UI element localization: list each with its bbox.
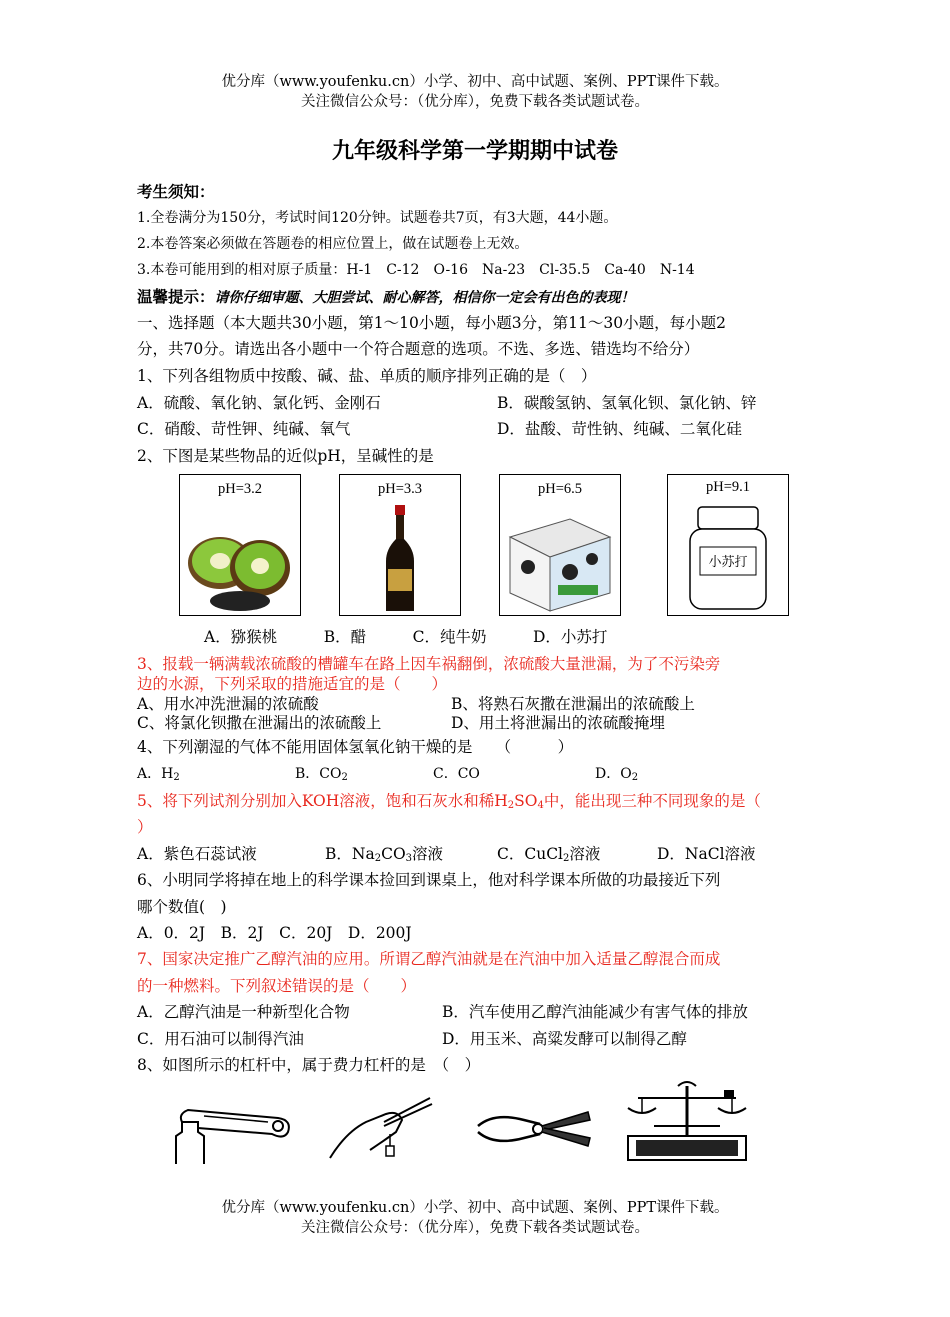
q6-options: A．0．2J B．2J C．20J D．200J <box>137 924 412 942</box>
q1-option-d: D．盐酸、苛性钠、纯碱、二氧化硅 <box>497 420 742 438</box>
q5-option-c: C．CuCl$_2$溶液 <box>497 845 601 864</box>
section1-line-2: 分，共70分。请选出各小题中一个符合题意的选项。不选、多选、错选均不给分） <box>137 340 700 358</box>
q6-line-2: 哪个数值( ) <box>137 898 227 916</box>
tip-label: 温馨提示： <box>137 288 215 306</box>
q3-option-c: C、将氯化钡撒在泄漏出的浓硫酸上 <box>137 714 382 732</box>
q3-line-2: 边的水源，下列采取的措施适宜的是（ ） <box>137 675 448 693</box>
milk-carton-icon <box>500 507 620 612</box>
q1-option-a: A．硫酸、氧化钠、氯化钙、金刚石 <box>137 394 381 412</box>
ph-label: pH=3.3 <box>377 481 423 497</box>
vinegar-bottle-icon <box>340 503 460 613</box>
footer-line-1: 优分库（www.youfenku.cn）小学、初中、高中试题、案例、PPT课件下载。 <box>221 1200 729 1216</box>
tip-text: 请你仔细审题、大胆尝试、耐心解答，相信你一定会有出色的表现！ <box>214 290 635 306</box>
notice-item-3: 3.本卷可能用到的相对原子质量：H-1 C-12 O-16 Na-23 Cl-35.5 Ca-40 N-14 <box>137 262 695 278</box>
q7-line-1: 7、国家决定推广乙醇汽油的应用。所谓乙醇汽油就是在汽油中加入适量乙醇混合而成 <box>137 950 721 968</box>
ph-label: pH=6.5 <box>537 481 583 497</box>
notice-heading: 考生须知： <box>137 183 215 201</box>
header-line-1: 优分库（www.youfenku.cn）小学、初中、高中试题、案例、PPT课件下载。 <box>221 74 729 90</box>
q7-option-b: B．汽车使用乙醇汽油能减少有害气体的排放 <box>442 1003 748 1021</box>
q2-stem: 2、下图是某些物品的近似pH，呈碱性的是 <box>137 447 434 465</box>
ph-box-kiwi <box>179 474 301 616</box>
section1-line-1: 一、选择题（本大题共30小题，第1～10小题，每小题3分，第11～30小题，每小题2 <box>137 314 726 332</box>
bottle-opener-icon <box>168 1098 298 1164</box>
q4-option-c: C．CO <box>433 766 480 782</box>
q5-option-d: D．NaCl溶液 <box>657 845 756 863</box>
q4-option-d: D．$O_2$ <box>595 766 639 783</box>
q6-line-1: 6、小明同学将掉在地上的科学课本捡回到课桌上，他对科学课本所做的功最接近下列 <box>137 871 721 889</box>
footer-line-2: 关注微信公众号：（优分库），免费下载各类试题试卷。 <box>301 1220 649 1236</box>
balance-scale-icon <box>624 1078 750 1162</box>
q5-option-a: A．紫色石蕊试液 <box>137 845 257 863</box>
q7-option-d: D．用玉米、高粱发酵可以制得乙醇 <box>442 1030 687 1048</box>
notice-item-1: 1.全卷满分为150分，考试时间120分钟。试题卷共7页，有3大题，44小题。 <box>137 210 618 226</box>
q3-option-d: D、用土将泄漏出的浓硫酸掩埋 <box>451 714 665 732</box>
q5-option-b: B．$Na_2CO_3$溶液 <box>325 845 444 864</box>
q1-option-c: C．硝酸、苛性钾、纯碱、氧气 <box>137 420 351 438</box>
ph-label: pH=9.1 <box>705 479 751 495</box>
notice-item-2: 2.本卷答案必须做在答题卷的相应位置上，做在试题卷上无效。 <box>137 236 529 252</box>
jar-label: 小苏打 <box>708 555 748 570</box>
q1-option-b: B．碳酸氢钠、氢氧化钡、氯化钠、锌 <box>497 394 757 412</box>
tip-line <box>137 285 635 307</box>
q7-option-c: C．用石油可以制得汽油 <box>137 1030 304 1048</box>
kiwi-fruit-icon <box>180 513 300 613</box>
ph-box-milk <box>499 474 621 616</box>
q2-options: A．猕猴桃 B．醋 C．纯牛奶 D．小苏打 <box>204 628 608 646</box>
q4-option-b: B．$CO_2$ <box>295 766 348 783</box>
tweezers-hand-icon <box>326 1092 436 1162</box>
q5-line-1: 5、将下列试剂分别加入KOH溶液，饱和石灰水和稀$H_2SO_4$中，能出现三种不同现象的是（ <box>137 792 761 811</box>
ph-label: pH=3.2 <box>217 481 263 497</box>
q8-stem: 8、如图所示的杠杆中，属于费力杠杆的是 （ ） <box>137 1056 481 1074</box>
ph-box-vinegar <box>339 474 461 616</box>
ph-box-baking-soda <box>667 474 789 616</box>
header-line-2: 关注微信公众号：（优分库），免费下载各类试题试卷。 <box>301 94 649 110</box>
page-title: 九年级科学第一学期期中试卷 <box>331 139 618 164</box>
q4-stem: 4、下列潮湿的气体不能用固体氢氧化钠干燥的是 （ ） <box>137 738 574 756</box>
q3-option-a: A、用水冲洗泄漏的浓硫酸 <box>137 695 319 713</box>
q7-line-2: 的一种燃料。下列叙述错误的是（ ） <box>137 977 417 995</box>
q7-option-a: A．乙醇汽油是一种新型化合物 <box>137 1003 350 1021</box>
q4-option-a: A．$H_2$ <box>137 766 180 783</box>
q3-option-b: B、将熟石灰撒在泄漏出的浓硫酸上 <box>451 695 695 713</box>
pliers-icon <box>474 1104 594 1154</box>
q5-line-2: ） <box>137 818 153 836</box>
q1-stem: 1、下列各组物质中按酸、碱、盐、单质的顺序排列正确的是（ ） <box>137 367 597 385</box>
q3-line-1: 3、报载一辆满载浓硫酸的槽罐车在路上因车祸翻倒，浓硫酸大量泄漏，为了不污染旁 <box>137 655 721 673</box>
